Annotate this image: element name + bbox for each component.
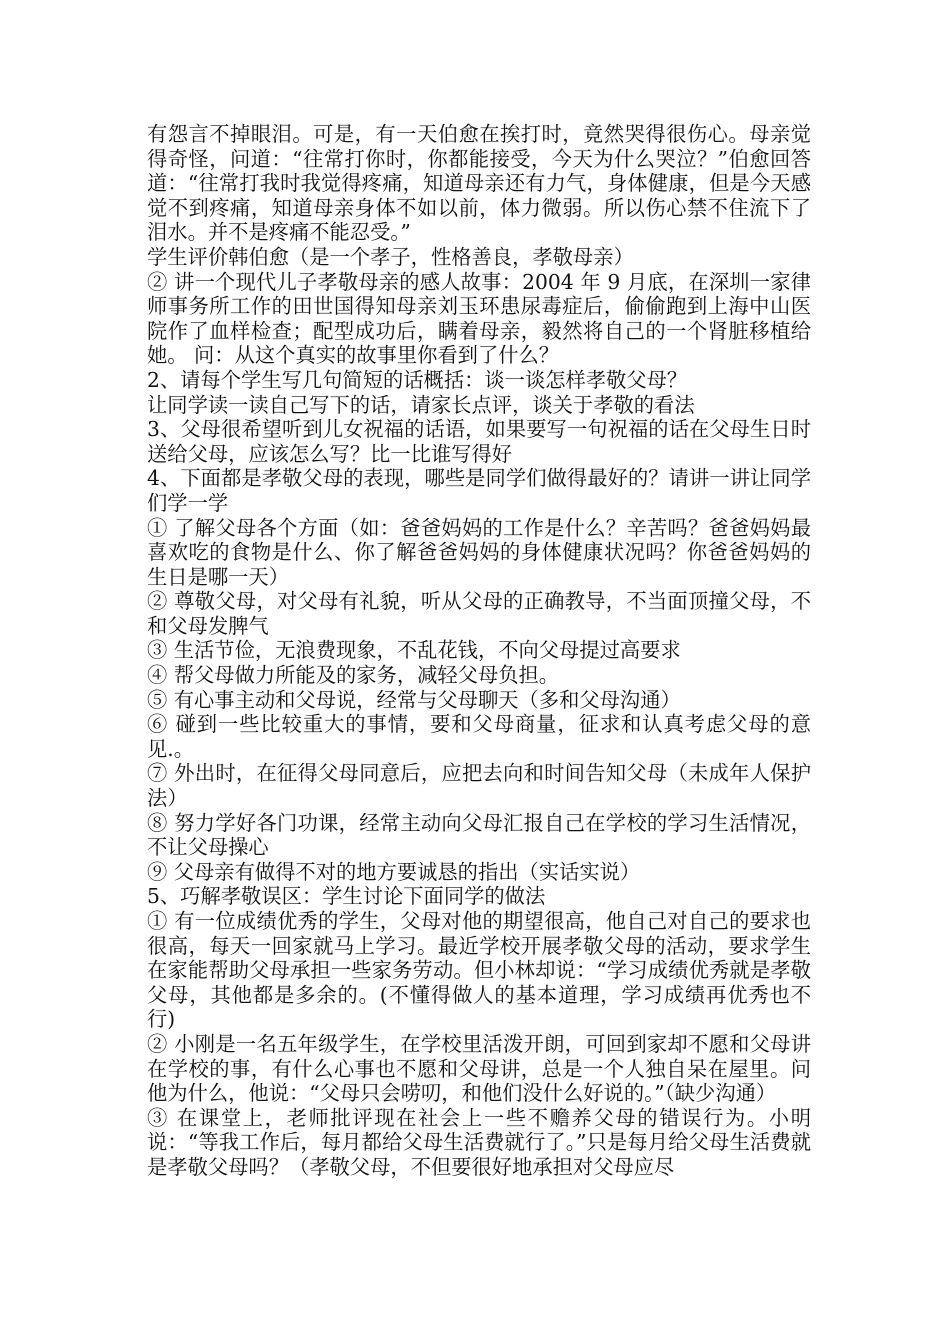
- list-item-1: ① 了解父母各个方面（如：爸爸妈妈的工作是什么？辛苦吗？爸爸妈妈最喜欢吃的食物是什么、你了解爸爸妈妈的身体健康状况吗？你爸爸妈妈的生日是哪一天）: [147, 515, 811, 589]
- paragraph-student-evaluation: 学生评价韩伯愈（是一个孝子，性格善良，孝敬母亲）: [147, 244, 634, 269]
- paragraph-story-continuation: 有怨言不掉眼泪。可是，有一天伯愈在挨打时，竟然哭得很伤心。母亲觉得奇怪，问道：“往常打你时，你都能接受，今天为什么哭泣？”伯愈回答道：“往常打我时我觉得疼痛，知道母亲还有力气，身体健康，但是今天感觉不到疼痛，知道母亲身体不如以前，体力微弱。所以伤心禁不住流下了泪水。并不是疼痛不能忍受。”: [147, 122, 811, 245]
- case-item-1: ① 有一位成绩优秀的学生，父母对他的期望很高，他自己对自己的要求也很高，每天一回家就马上学习。最近学校开展孝敬父母的活动，要求学生在家能帮助父母承担一些家务劳动。但小林却说：“学习成绩优秀就是孝敬父母，其他都是多余的。(不懂得做人的基本道理，学习成绩再优秀也不行): [147, 909, 811, 1032]
- list-item-2: ② 尊敬父母，对父母有礼貌，听从父母的正确教导，不当面顶撞父母，不和父母发脾气: [147, 589, 811, 638]
- paragraph-task-5: 5、巧解孝敬误区：学生讨论下面同学的做法: [147, 884, 546, 909]
- list-item-3: ③ 生活节俭，无浪费现象，不乱花钱，不向父母提过高要求: [147, 638, 681, 663]
- paragraph-task-4: 4、下面都是孝敬父母的表现，哪些是同学们做得最好的？请讲一讲让同学们学一学: [147, 466, 811, 515]
- paragraph-modern-story: ② 讲一个现代儿子孝敬母亲的感人故事：2004 年 9 月底，在深圳一家律师事务所工作的田世国得知母亲刘玉环患尿毒症后，偷偷跑到上海中山医院作了血样检查；配型成功后，瞒着母亲，毅然将自己的一个肾脏移植给她。 问：从这个真实的故事里你看到了什么？: [147, 269, 811, 368]
- case-item-3: ③ 在课堂上，老师批评现在社会上一些不赡养父母的错误行为。小明说：“等我工作后，每月都给父母生活费就行了。”只是每月给父母生活费就是孝敬父母吗？（孝敬父母，不但要很好地承担对父母应尽: [147, 1105, 811, 1179]
- paragraph-task-3: 3、父母很希望听到儿女祝福的话语，如果要写一句祝福的话在父母生日时送给父母，应该怎么写？比一比谁写得好: [147, 417, 811, 466]
- case-item-2: ② 小刚是一名五年级学生，在学校里活泼开朗，可回到家却不愿和父母讲在学校的事，有什么心事也不愿和父母讲，总是一个人独自呆在屋里。问他为什么，他说：“父母只会唠叨，和他们没什么好说的。”（缺少沟通）: [147, 1031, 811, 1106]
- list-item-7: ⑦ 外出时，在征得父母同意后，应把去向和时间告知父母（未成年人保护法）: [147, 761, 811, 811]
- list-item-8: ⑧ 努力学好各门功课，经常主动向父母汇报自己在学校的学习生活情况，不让父母操心: [147, 810, 811, 860]
- list-item-6: ⑥ 碰到一些比较重大的事情，要和父母商量，征求和认真考虑父母的意见.。: [147, 712, 811, 761]
- paragraph-task-2: 2、请每个学生写几句简短的话概括：谈一谈怎样孝敬父母？: [147, 367, 688, 392]
- paragraph-read-aloud: 让同学读一读自己写下的话，请家长点评，谈关于孝敬的看法: [147, 392, 695, 417]
- list-item-4: ④ 帮父母做力所能及的家务，减轻父母负担。: [147, 663, 560, 688]
- list-item-9: ⑨ 父母亲有做得不对的地方要诚恳的指出（实话实说）: [147, 859, 641, 884]
- document-body: [147, 122, 811, 1180]
- list-item-5: ⑤ 有心事主动和父母说，经常与父母聊天（多和父母沟通）: [147, 687, 681, 712]
